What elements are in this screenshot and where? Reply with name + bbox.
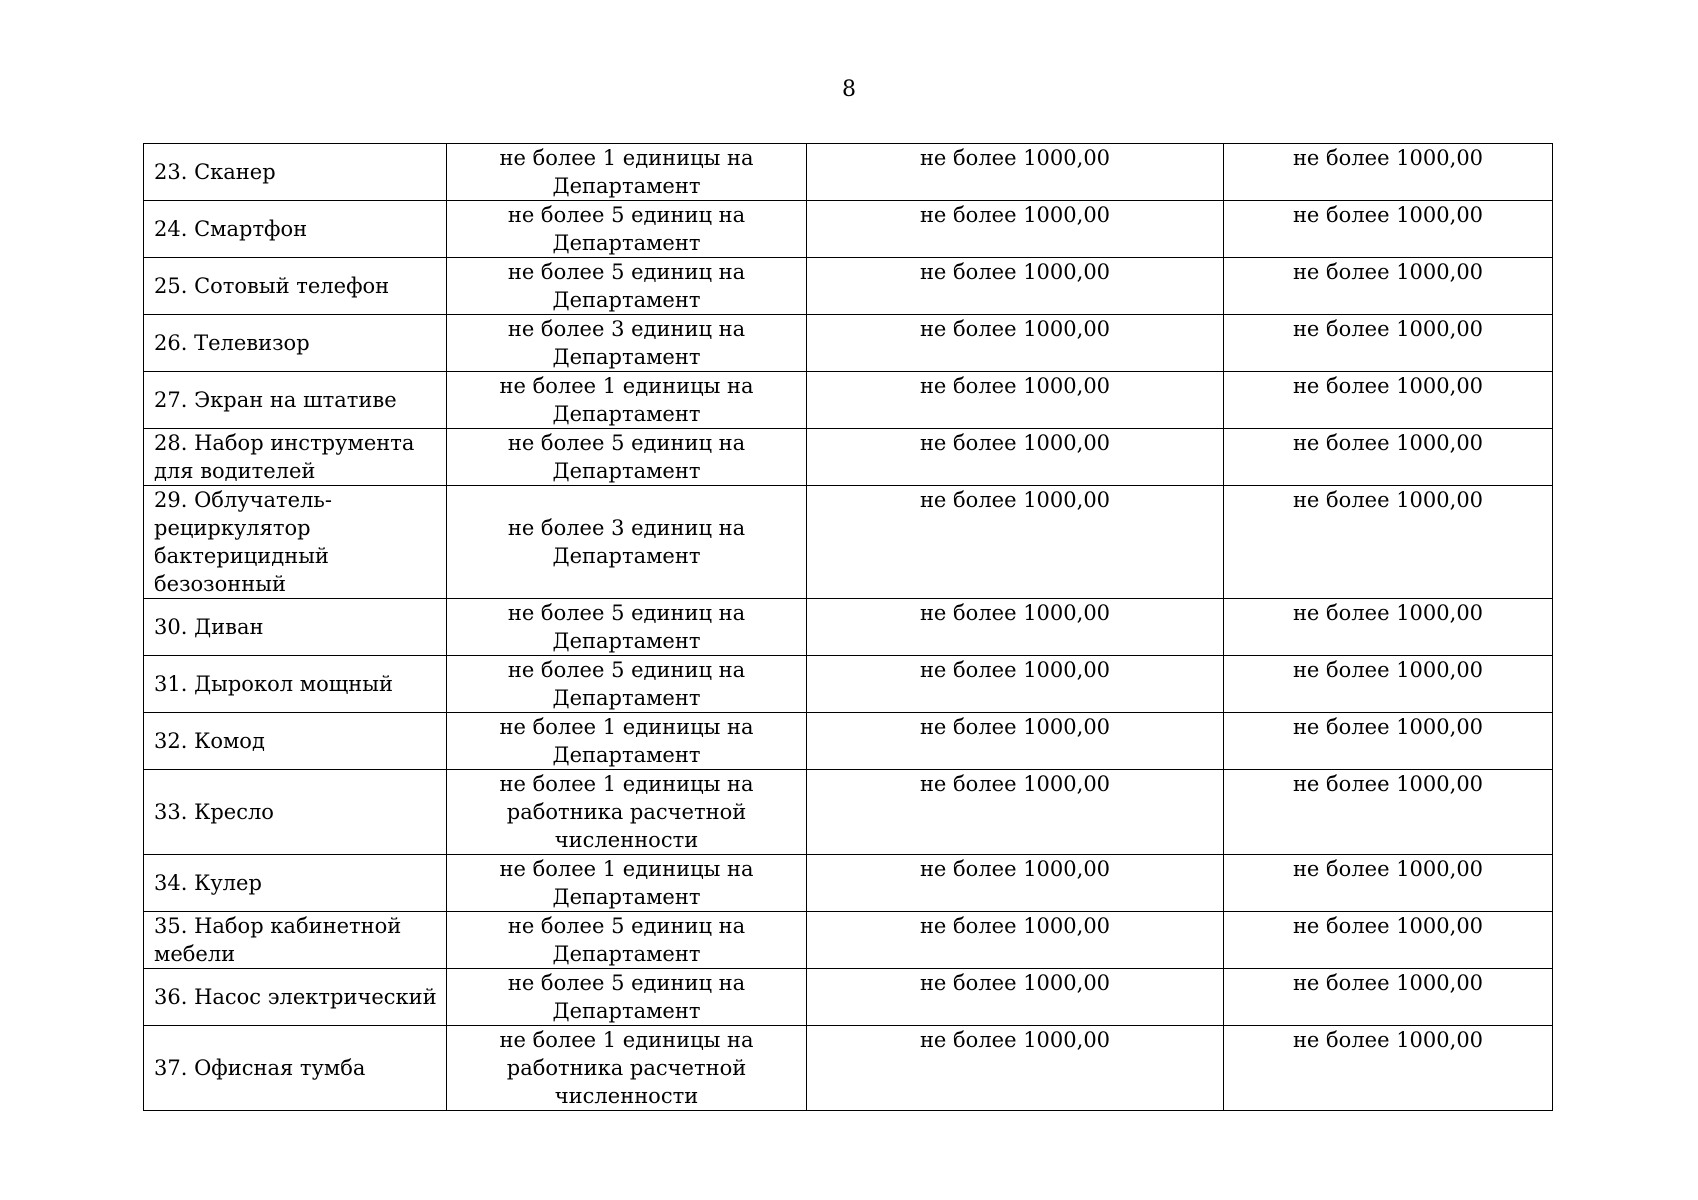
item-price-limit: не более 1000,00 [807, 486, 1224, 599]
item-quantity-limit: не более 1 единицы на Департамент [447, 372, 807, 429]
item-name: 23. Сканер [144, 144, 447, 201]
item-price-limit-2: не более 1000,00 [1224, 258, 1553, 315]
table-row [144, 912, 1553, 969]
table-row [144, 599, 1553, 656]
item-price-limit-2: не более 1000,00 [1224, 1026, 1553, 1111]
table-row [144, 144, 1553, 201]
item-price-limit-2: не более 1000,00 [1224, 656, 1553, 713]
item-quantity-limit: не более 5 единиц на Департамент [447, 201, 807, 258]
table-row [144, 429, 1553, 486]
item-quantity-limit: не более 1 единицы на Департамент [447, 144, 807, 201]
item-price-limit-2: не более 1000,00 [1224, 770, 1553, 855]
table-row [144, 372, 1553, 429]
item-price-limit-2: не более 1000,00 [1224, 969, 1553, 1026]
item-price-limit: не более 1000,00 [807, 315, 1224, 372]
table-row [144, 855, 1553, 912]
item-name: 27. Экран на штативе [144, 372, 447, 429]
item-price-limit: не более 1000,00 [807, 201, 1224, 258]
item-price-limit: не более 1000,00 [807, 372, 1224, 429]
item-quantity-limit: не более 5 единиц на Департамент [447, 912, 807, 969]
item-price-limit: не более 1000,00 [807, 912, 1224, 969]
item-price-limit: не более 1000,00 [807, 429, 1224, 486]
table-row [144, 656, 1553, 713]
item-price-limit-2: не более 1000,00 [1224, 372, 1553, 429]
item-name: 26. Телевизор [144, 315, 447, 372]
item-price-limit: не более 1000,00 [807, 258, 1224, 315]
item-quantity-limit: не более 3 единиц на Департамент [447, 486, 807, 599]
item-name: 34. Кулер [144, 855, 447, 912]
item-name: 35. Набор кабинетной мебели [144, 912, 447, 969]
item-quantity-limit: не более 5 единиц на Департамент [447, 656, 807, 713]
item-price-limit: не более 1000,00 [807, 599, 1224, 656]
table-row [144, 258, 1553, 315]
item-quantity-limit: не более 1 единицы на Департамент [447, 713, 807, 770]
table-row [144, 713, 1553, 770]
table-row [144, 770, 1553, 855]
item-price-limit-2: не более 1000,00 [1224, 599, 1553, 656]
item-name: 30. Диван [144, 599, 447, 656]
item-quantity-limit: не более 1 единицы на работника расчетной численности [447, 770, 807, 855]
table-row [144, 969, 1553, 1026]
item-name: 29. Облучатель- рециркулятор бактерицидный безозонный [144, 486, 447, 599]
item-price-limit-2: не более 1000,00 [1224, 486, 1553, 599]
item-price-limit-2: не более 1000,00 [1224, 855, 1553, 912]
table-row [144, 486, 1553, 599]
item-quantity-limit: не более 5 единиц на Департамент [447, 969, 807, 1026]
item-name: 28. Набор инструмента для водителей [144, 429, 447, 486]
item-price-limit-2: не более 1000,00 [1224, 429, 1553, 486]
item-name: 25. Сотовый телефон [144, 258, 447, 315]
item-quantity-limit: не более 5 единиц на Департамент [447, 599, 807, 656]
item-quantity-limit: не более 1 единицы на работника расчетной численности [447, 1026, 807, 1111]
item-name: 36. Насос электрический [144, 969, 447, 1026]
item-price-limit-2: не более 1000,00 [1224, 144, 1553, 201]
item-price-limit: не более 1000,00 [807, 713, 1224, 770]
item-price-limit: не более 1000,00 [807, 1026, 1224, 1111]
item-price-limit-2: не более 1000,00 [1224, 912, 1553, 969]
item-price-limit-2: не более 1000,00 [1224, 713, 1553, 770]
item-name: 32. Комод [144, 713, 447, 770]
item-name: 31. Дырокол мощный [144, 656, 447, 713]
item-quantity-limit: не более 1 единицы на Департамент [447, 855, 807, 912]
item-price-limit-2: не более 1000,00 [1224, 315, 1553, 372]
item-price-limit: не более 1000,00 [807, 770, 1224, 855]
item-quantity-limit: не более 3 единиц на Департамент [447, 315, 807, 372]
item-name: 33. Кресло [144, 770, 447, 855]
item-price-limit: не более 1000,00 [807, 855, 1224, 912]
item-name: 37. Офисная тумба [144, 1026, 447, 1111]
page-number: 8 [842, 77, 856, 102]
item-quantity-limit: не более 5 единиц на Департамент [447, 429, 807, 486]
item-price-limit-2: не более 1000,00 [1224, 201, 1553, 258]
item-name: 24. Смартфон [144, 201, 447, 258]
item-price-limit: не более 1000,00 [807, 969, 1224, 1026]
table-row [144, 315, 1553, 372]
item-quantity-limit: не более 5 единиц на Департамент [447, 258, 807, 315]
item-price-limit: не более 1000,00 [807, 144, 1224, 201]
item-price-limit: не более 1000,00 [807, 656, 1224, 713]
table-row [144, 201, 1553, 258]
requirements-table [143, 143, 1553, 1111]
table-row [144, 1026, 1553, 1111]
